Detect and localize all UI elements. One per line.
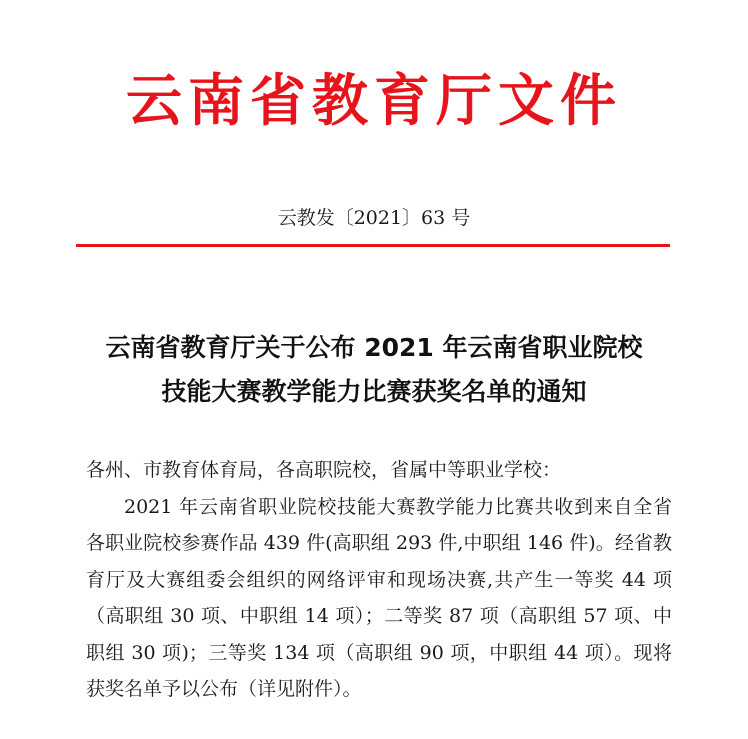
header-divider xyxy=(76,244,670,247)
document-number: 云教发〔2021〕63 号 xyxy=(277,207,471,229)
notice-title-line-1: 云南省教育厅关于公布 2021 年云南省职业院校 xyxy=(105,333,643,362)
notice-title-line-2: 技能大赛教学能力比赛获奖名单的通知 xyxy=(161,377,587,406)
notice-body xyxy=(86,452,672,708)
notice-title xyxy=(60,326,688,414)
salutation: 各州、市教育体育局，各高职院校，省属中等职业学校： xyxy=(86,459,562,481)
document-header-title: 云南省教育厅文件 xyxy=(126,69,622,134)
body-paragraph: 2021 年云南省职业院校技能大赛教学能力比赛共收到来自全省各职业院校参赛作品 439 件(高职组 293 件,中职组 146 件)。经省教育厅及大赛组委会组织的网络评审和现场决赛,共产生一等奖 44 项（高职组 30 项、中职组 14 项）；二等奖 87 项（高职组 57 项、中职组 30 项)；三等奖 134 项（高职组 90 项，中职组 44 项）。现将获奖名单予以公布（详见附件）。 xyxy=(86,495,672,700)
